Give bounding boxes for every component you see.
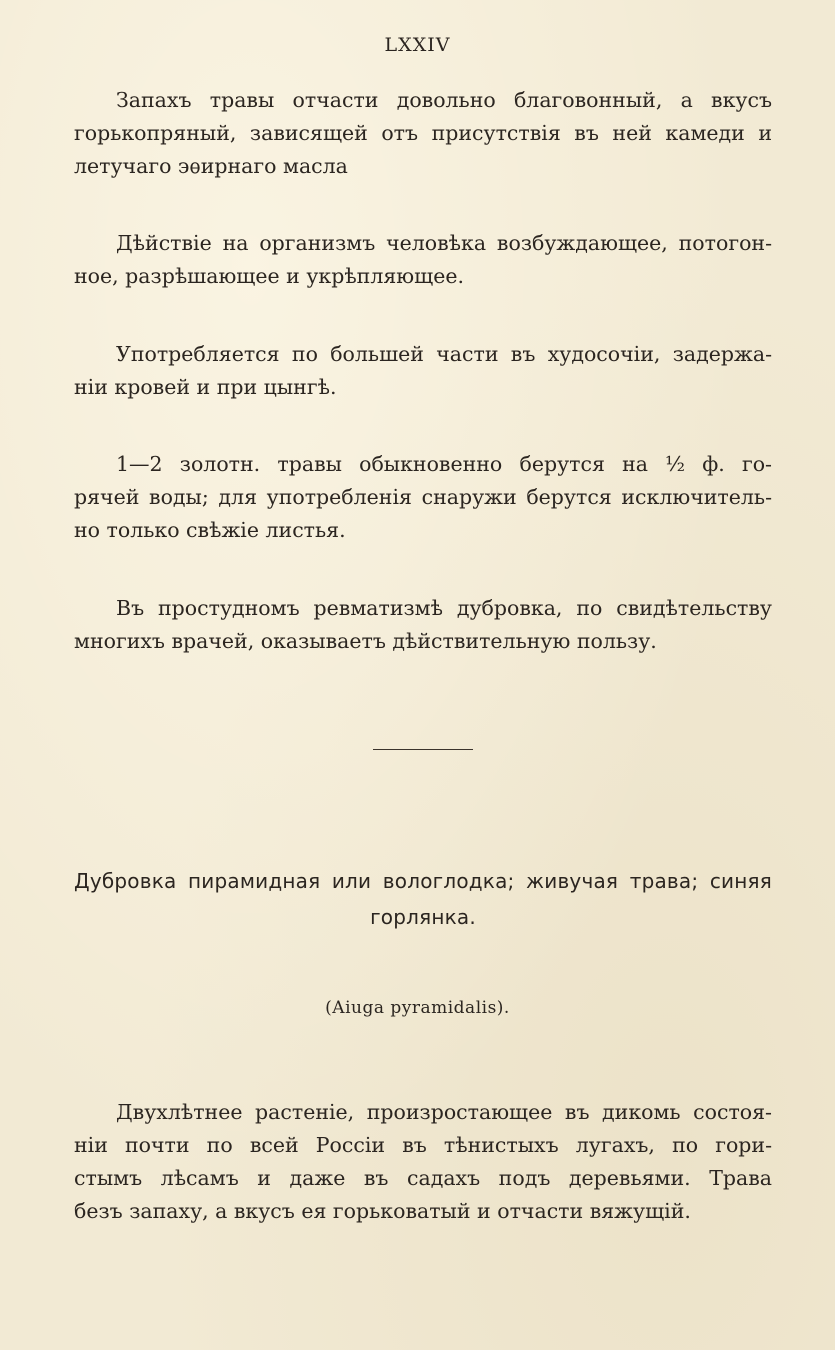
text-line: летучаго эѳирнаго масла xyxy=(74,154,348,178)
text-line: Въ простудномъ ревматизмѣ дубровка, по свидѣтельству xyxy=(116,596,772,620)
heading-line: Дубровка пирамидная или вологлодка; живучая трава; синяя xyxy=(74,869,772,893)
paragraph-description xyxy=(74,1096,772,1228)
paragraph-usage xyxy=(74,338,772,404)
latin-name: (Aiuga pyramidalis). xyxy=(325,998,510,1018)
text-line: Дѣйствіе на организмъ человѣка возбуждающее, потогон- xyxy=(116,231,772,255)
text-line: 1—2 золотн. травы обыкновенно берутся на ½ ф. го- xyxy=(116,452,772,476)
text-line: безъ запаху, а вкусъ ея горьковатый и отчасти вяжущій. xyxy=(74,1199,691,1223)
text-line: стымъ лѣсамъ и даже въ садахъ подъ деревьями. Трава xyxy=(74,1166,772,1190)
text-line: Запахъ травы отчасти довольно благовонный, а вкусъ xyxy=(116,88,772,112)
text-line: многихъ врачей, оказываетъ дѣйствительную пользу. xyxy=(74,629,657,653)
page-number: LXXIV xyxy=(384,34,451,56)
heading-line: горлянка. xyxy=(370,905,476,929)
paragraph-dosage xyxy=(74,448,772,547)
text-line: Двухлѣтнее растеніе, произростающее въ дикомь состоя- xyxy=(116,1100,772,1124)
paragraph-rheumatism xyxy=(74,592,772,658)
paragraph-action xyxy=(74,227,772,293)
text-line: ніи кровей и при цынгѣ. xyxy=(74,375,337,399)
text-line: рячей воды; для употребленія снаружи берутся исключитель- xyxy=(74,485,772,509)
section-heading xyxy=(74,863,772,935)
text-line: горькопряный, зависящей отъ присутствія въ ней камеди и xyxy=(74,121,772,145)
text-line: но только свѣжіе листья. xyxy=(74,518,346,542)
text-line: ное, разрѣшающее и укрѣпляющее. xyxy=(74,264,464,288)
paragraph-smell-taste xyxy=(74,84,772,183)
section-divider xyxy=(373,749,473,750)
text-line: ніи почти по всей Россіи въ тѣнистыхъ лугахъ, по гори- xyxy=(74,1133,772,1157)
text-line: Употребляется по большей части въ худосочіи, задержа- xyxy=(116,342,772,366)
